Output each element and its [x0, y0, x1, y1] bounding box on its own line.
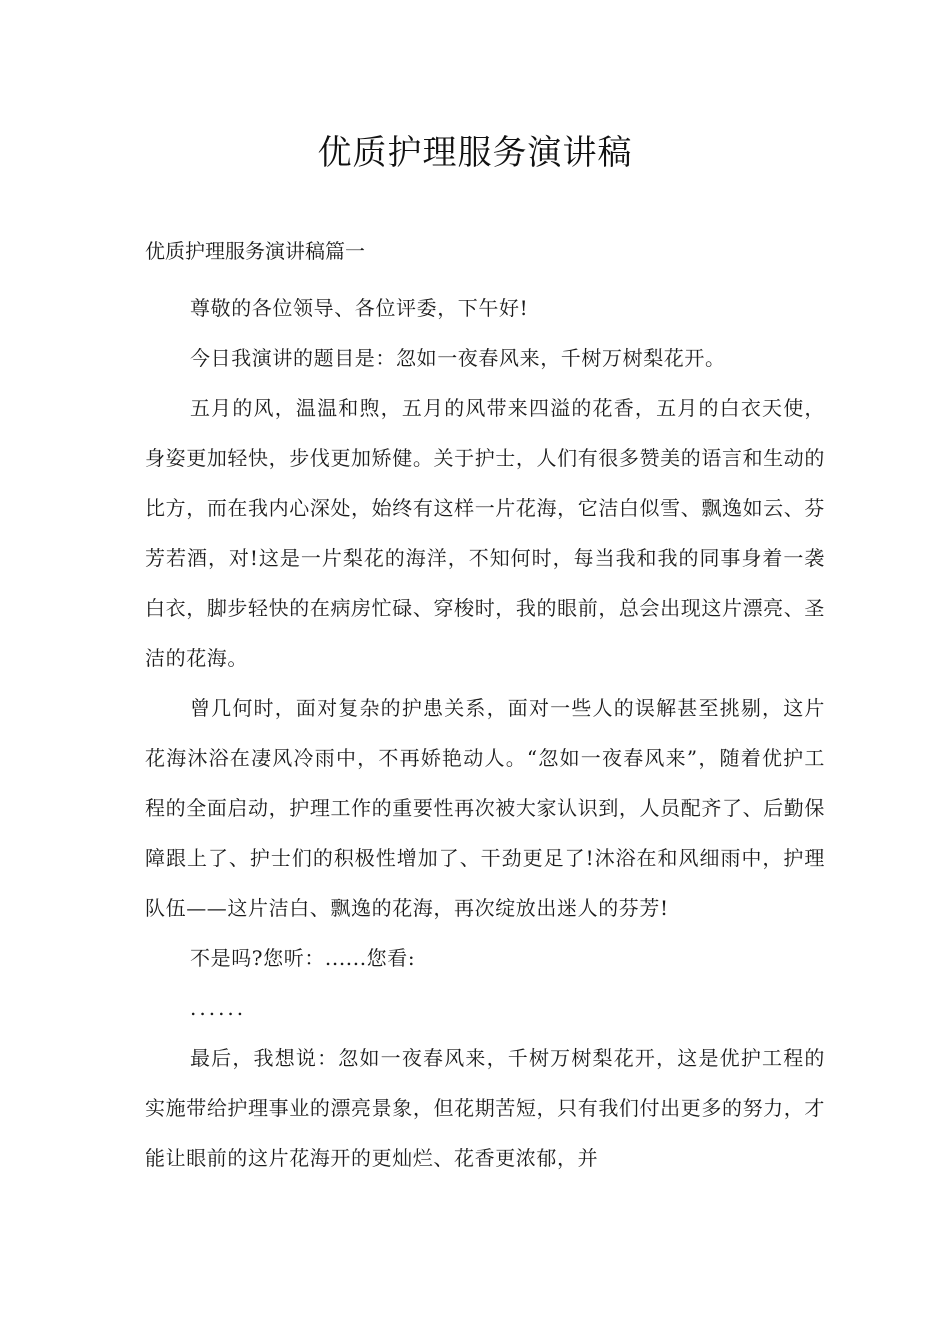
section-heading: 优质护理服务演讲稿篇一 [145, 239, 365, 263]
paragraph-ellipsis: ...... [190, 996, 247, 1020]
paragraph-may-wind: 五月的风，温温和煦，五月的风带来四溢的花香，五月的白衣天使，身姿更加轻快，步伐更加矫健。关于护士，人们有很多赞美的语言和生动的比方，而在我内心深处，始终有这样一片花海，它洁白似雪、飘逸如云、芬芳若酒，对!这是一片梨花的海洋，不知何时，每当我和我的同事身着一袭白衣，脚步轻快的在病房忙碌、穿梭时，我的眼前，总会出现这片漂亮、圣洁的花海。 [145, 396, 825, 670]
document-title: 优质护理服务演讲稿 [317, 133, 633, 173]
paragraph-once-upon: 曾几何时，面对复杂的护患关系，面对一些人的误解甚至挑剔，这片花海沐浴在凄风冷雨中，不再娇艳动人。“忽如一夜春风来”，随着优护工程的全面启动，护理工作的重要性再次被大家认识到，人员配齐了、后勤保障跟上了、护士们的积极性增加了、干劲更足了!沐浴在和风细雨中，护理队伍——这片洁白、飘逸的花海，再次绽放出迷人的芬芳! [145, 696, 825, 920]
document-body [145, 283, 825, 1183]
paragraph-greeting: 尊敬的各位领导、各位评委，下午好! [190, 296, 529, 320]
paragraph-closing: 最后，我想说：忽如一夜春风来，千树万树梨花开，这是优护工程的实施带给护理事业的漂亮景象，但花期苦短，只有我们付出更多的努力，才能让眼前的这片花海开的更灿烂、花香更浓郁，并 [145, 1046, 825, 1170]
paragraph-topic: 今日我演讲的题目是：忽如一夜春风来，千树万树梨花开。 [190, 346, 726, 370]
paragraph-listen-look: 不是吗?您听：......您看: [190, 946, 416, 970]
